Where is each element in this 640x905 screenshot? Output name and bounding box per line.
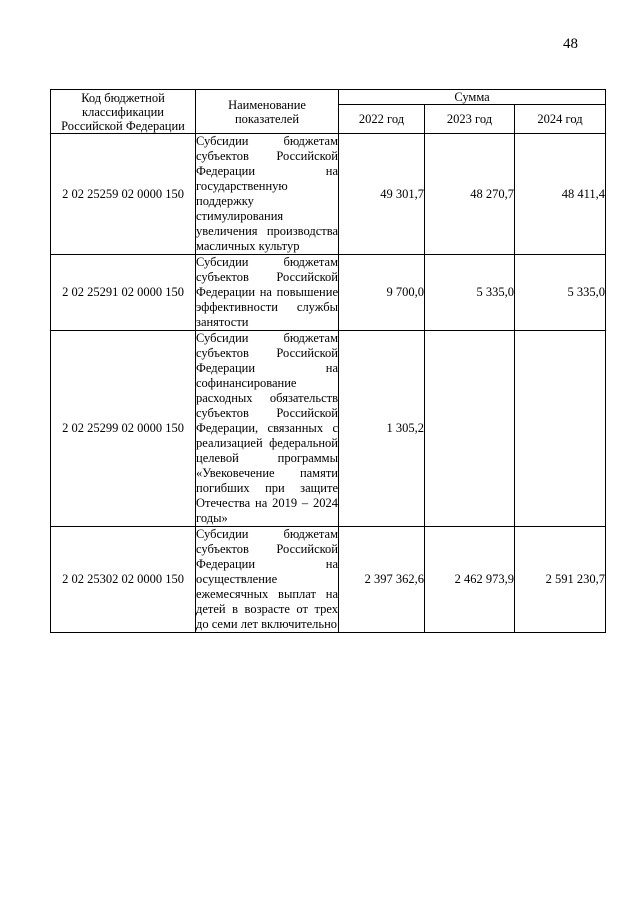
amount-2022-cell: 1 305,2 bbox=[339, 331, 425, 527]
amount-2023-cell bbox=[425, 331, 515, 527]
table-row bbox=[51, 527, 606, 633]
page-number: 48 bbox=[563, 36, 578, 52]
table-row bbox=[51, 255, 606, 331]
amount-2023-cell: 2 462 973,9 bbox=[425, 527, 515, 633]
indicator-name-cell bbox=[196, 527, 339, 633]
year-2022-header: 2022 год bbox=[339, 105, 425, 134]
indicator-name: Субсидии бюджетам субъектов Российской Федерации на софинансирование расходных обязательств субъектов Российской Федерации, связанных с реализацией федеральной целевой программы «Увековечение памяти погибших при защите Отечества на 2019 – 2024 годы» bbox=[196, 331, 338, 525]
year-2024-header: 2024 год bbox=[515, 105, 606, 134]
budget-code-cell: 2 02 25291 02 0000 150 bbox=[51, 255, 196, 331]
amount-2024-cell: 5 335,0 bbox=[515, 255, 606, 331]
year-2023-header: 2023 год bbox=[425, 105, 515, 134]
amount-2022-cell: 49 301,7 bbox=[339, 134, 425, 255]
budget-code-cell: 2 02 25302 02 0000 150 bbox=[51, 527, 196, 633]
indicator-name: Субсидии бюджетам субъектов Российской Федерации на повышение эффективности службы занятости bbox=[196, 255, 338, 329]
amount-2022-cell: 2 397 362,6 bbox=[339, 527, 425, 633]
budget-table bbox=[50, 89, 606, 633]
amount-2023-cell: 48 270,7 bbox=[425, 134, 515, 255]
indicator-name: Субсидии бюджетам субъектов Российской Федерации на государственную поддержку стимулирования увеличения производства масличных культур bbox=[196, 134, 338, 253]
indicator-name-cell bbox=[196, 331, 339, 527]
name-column-header: Наименование показателей bbox=[196, 90, 339, 134]
table-row bbox=[51, 134, 606, 255]
budget-code-cell: 2 02 25259 02 0000 150 bbox=[51, 134, 196, 255]
table-row bbox=[51, 331, 606, 527]
amount-2024-cell bbox=[515, 331, 606, 527]
indicator-name-cell bbox=[196, 255, 339, 331]
indicator-name: Субсидии бюджетам субъектов Российской Федерации на осуществление ежемесячных выплат на детей в возрасте от трех до семи лет включительно bbox=[196, 527, 338, 631]
amount-2024-cell: 48 411,4 bbox=[515, 134, 606, 255]
indicator-name-cell bbox=[196, 134, 339, 255]
amount-2024-cell: 2 591 230,7 bbox=[515, 527, 606, 633]
sum-column-header: Сумма bbox=[339, 90, 606, 105]
budget-code-cell: 2 02 25299 02 0000 150 bbox=[51, 331, 196, 527]
amount-2023-cell: 5 335,0 bbox=[425, 255, 515, 331]
code-column-header: Код бюджетной классификации Российской Федерации bbox=[51, 90, 196, 134]
amount-2022-cell: 9 700,0 bbox=[339, 255, 425, 331]
